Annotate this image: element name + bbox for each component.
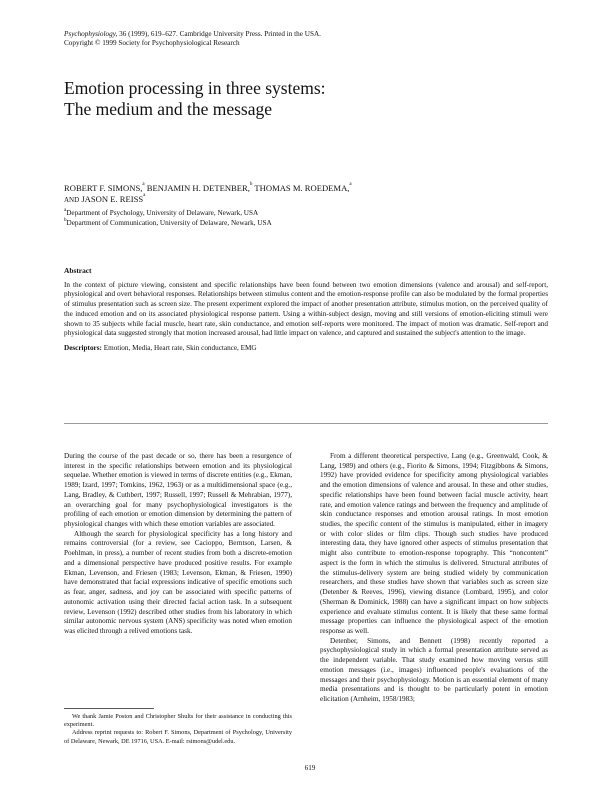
abstract-text: In the context of picture viewing, consistent and specific relationships have been found between two emotion dimensions (valence and arousal) and self-report, physiological and overt behavioral responses. Relationships between stimulus content and the emotion-response profile can also be modulated by the formal properties of stimulus presentation such as screen size. The present experiment explored the impact of another presentation attribute, stimulus motion, on the perceived quality of the induced emotion and on its associated physiological response pattern. Using a within-subject design, moving and still versions of emotion-eliciting stimuli were shown to 35 subjects while facial muscle, heart rate, skin conductance, and emotion self-reports were monitored. The impact of motion was dramatic. Self-report and physiological data suggested strongly that motion increased arousal, had little impact on valence, and captured and sustained the subject's attention to the image. bbox=[64, 280, 548, 338]
author-3: THOMAS M. ROEDEMA, bbox=[254, 183, 350, 193]
author-2-affil: b bbox=[249, 182, 253, 187]
copyright-line: Copyright © 1999 Society for Psychophysiological Research bbox=[64, 39, 240, 47]
footnote-address: Address reprint requests to: Robert F. Simons, Department of Psychology, University of Delaware, Newark, DE 19716, USA. E-mail: rsimons@udel.edu. bbox=[64, 729, 292, 745]
left-column bbox=[64, 452, 292, 637]
affiliations bbox=[64, 209, 272, 228]
body-paragraph: Although the search for physiological specificity has a long history and remains controversial (for a review, see Cacioppo, Berntson, Larsen, & Poehlman, in press), a number of recent studies from both a discrete-emotion and a dimensional perspective have produced positive results. For example Ekman, Levenson, and Friesen (1983; Levenson, Ekman, & Friesen, 1990) have demonstrated that facial expressions indicative of specific emotions such as fear, anger, sadness, and joy can be associated with specific patterns of autonomic activation using their directed facial action task. In a subsequent review, Levenson (1992) described other studies from his laboratory in which similar autonomic nervous system (ANS) specificity was noted when emotion was elicited through a relived emotions task. bbox=[64, 529, 292, 635]
affil-a-marker: a bbox=[64, 208, 67, 213]
body-paragraph: During the course of the past decade or so, there has been a resurgence of interest in the specific relationships between emotion and its physiological sequelae. Whether emotion is viewed in terms of discrete entities (e.g., Ekman, 1989; Izard, 1997; Tomkins, 1962, 1963) or as a multidimensional space (e.g., Lang, Bradley, & Cuthbert, 1997; Russell, 1997; Russell & Mehrabian, 1977), an overarching goal for many psychophysiological investigators is the profiling of each emotion or emotion dimension by determining the pattern of physiological changes with which these emotion variables are associated. bbox=[64, 452, 292, 529]
body-paragraph: From a different theoretical perspective, Lang (e.g., Greenwald, Cook, & Lang, 1989) and others (e.g., Fiorito & Simons, 1994; Fitzgibbons & Simons, 1992) have provided evidence for specificity among physiological variables and the emotion dimensions of valence and arousal. In these and other studies, specific relationships have been found between facial muscle activity, heart rate, and emotion valence ratings and between the frequency and amplitude of skin conductance responses and emotion arousal ratings. In most emotion studies, the specific content of the stimulus is manipulated, either in imagery or with color slides or film clips. Though such studies have produced interesting data, they have ignored other aspects of stimulus presentation that might also contribute to emotion-response topography. This “noncontent” aspect is the form in which the stimulus is delivered. Structural attributes of the stimulus-delivery system are being studied widely by communication researchers, and these studies have shown that variables such as screen size (Detenber & Reeves, 1996), viewing distance (Lombard, 1995), and color (Sherman & Dominick, 1988) can have a significant impact on how subjects experience and evaluate stimulus content. It is likely that these same formal message properties can influence the physiological aspect of the emotion response as well. bbox=[320, 452, 548, 635]
descriptors-label: Descriptors: bbox=[64, 343, 102, 352]
body-paragraph: Detenber, Simons, and Bennett (1998) recently reported a psychophysiological study in which a formal presentation attribute served as the independent variable. That study examined how moving versus still emotion messages (i.e., images) influenced people's evaluations of the messages and their psychophysiology. Motion is an essential element of many media presentations and is thought to be particularly potent in emotion elicitation (Arnheim, 1958/1983; bbox=[320, 636, 548, 703]
descriptors bbox=[64, 344, 548, 354]
descriptors-list: Emotion, Media, Heart rate, Skin conductance, EMG bbox=[101, 343, 257, 352]
footnote-divider bbox=[64, 708, 154, 709]
author-2: BENJAMIN H. DETENBER, bbox=[146, 183, 250, 193]
author-1-affil: a bbox=[142, 182, 145, 187]
author-conjunction: AND bbox=[64, 196, 80, 204]
right-column bbox=[320, 452, 548, 705]
author-4: JASON E. REISS bbox=[81, 194, 144, 204]
author-1: ROBERT F. SIMONS, bbox=[64, 183, 143, 193]
affiliation-a: Department of Psychology, University of Delaware, Newark, USA bbox=[66, 209, 259, 217]
title-line-1: Emotion processing in three systems: bbox=[64, 78, 326, 98]
author-4-affil: a bbox=[143, 193, 146, 198]
journal-name: Psychophysiology, bbox=[64, 30, 118, 38]
footnote bbox=[64, 713, 292, 746]
abstract-heading: Abstract bbox=[64, 266, 92, 275]
page-number: 619 bbox=[304, 764, 316, 772]
affiliation-b: Department of Communication, University of Delaware, Newark, USA bbox=[66, 218, 272, 227]
author-3-affil: a bbox=[349, 182, 352, 187]
journal-citation: 36 (1999), 619–627. Cambridge University Press. Printed in the USA. bbox=[117, 30, 321, 38]
abstract bbox=[64, 266, 548, 354]
affil-b-marker: b bbox=[64, 217, 67, 223]
running-header bbox=[64, 30, 321, 48]
author-list bbox=[64, 183, 554, 206]
title-line-2: The medium and the message bbox=[64, 99, 272, 119]
footnote-acknowledgment: We thank Jamie Poston and Christopher Shults for their assistance in conducting this experiment. bbox=[64, 713, 292, 729]
abstract-divider bbox=[64, 423, 548, 424]
paper-title bbox=[64, 78, 326, 120]
